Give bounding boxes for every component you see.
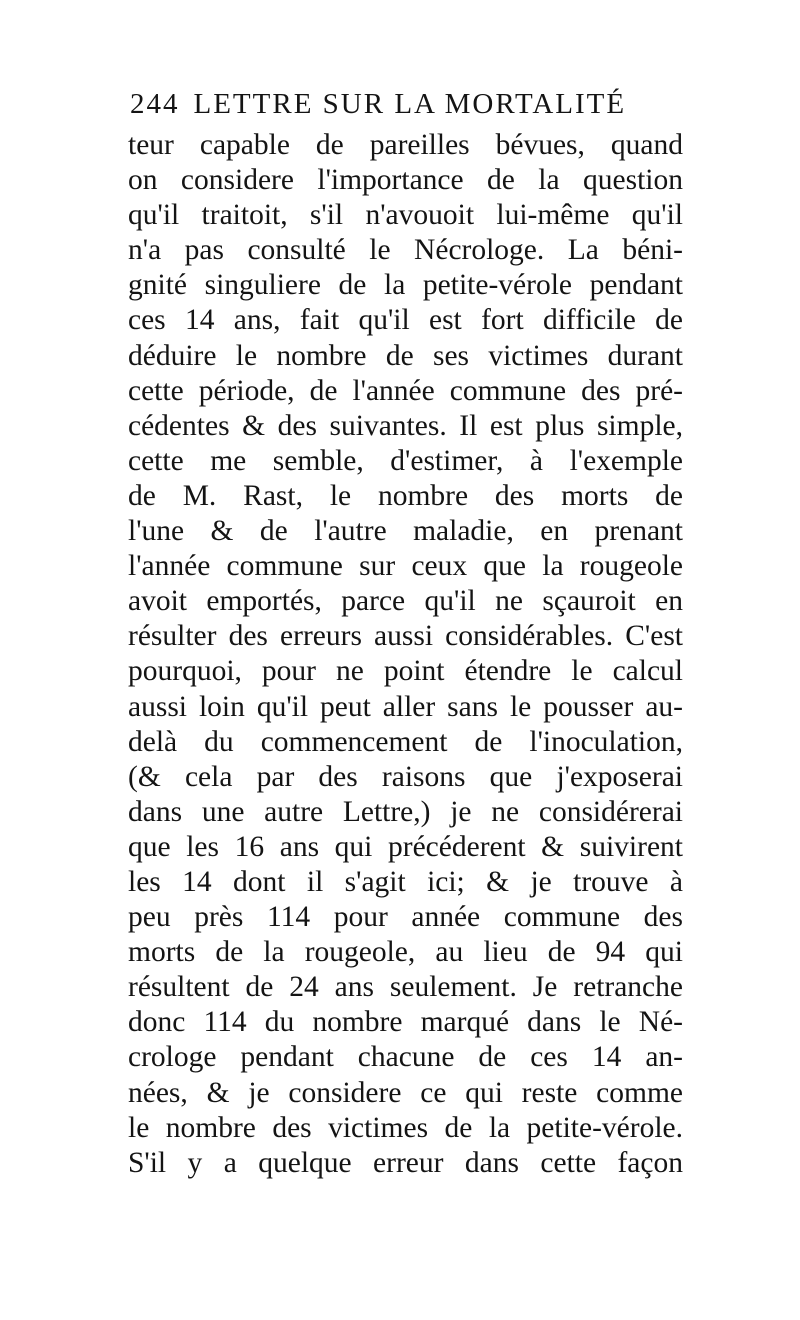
text-line: pourquoi, pour ne point étendre le calcul — [128, 655, 683, 688]
text-line: cette me semble, d'estimer, à l'exemple — [128, 444, 683, 477]
text-line: cette période, de l'année commune des pré- — [128, 374, 683, 407]
text-line: nées, & je considere ce qui reste comme — [128, 1076, 683, 1109]
text-line: avoit emportés, parce qu'il ne sçauroit en — [128, 585, 683, 618]
text-line: crologe pendant chacune de ces 14 an- — [128, 1041, 683, 1074]
text-line: de M. Rast, le nombre des morts de — [128, 479, 683, 512]
text-line: on considere l'importance de la question — [128, 164, 683, 197]
text-line: l'une & de l'autre maladie, en prenant — [128, 515, 683, 548]
text-line: cédentes & des suivantes. Il est plus simple, — [128, 409, 683, 442]
text-line: qu'il traitoit, s'il n'avouoit lui-même qu'il — [128, 199, 683, 232]
text-line: les 14 dont il s'agit ici; & je trouve à — [128, 865, 683, 898]
running-title: LETTRE SUR LA MORTALITÉ — [193, 88, 627, 120]
text-line: ces 14 ans, fait qu'il est fort difficile de — [128, 304, 683, 337]
page-number: 244 — [130, 88, 180, 120]
text-line: l'année commune sur ceux que la rougeole — [128, 550, 683, 583]
text-line: résulter des erreurs aussi considérables. C'est — [128, 620, 683, 653]
text-line: que les 16 ans qui précéderent & suivirent — [128, 830, 683, 863]
text-line: delà du commencement de l'inoculation, — [128, 725, 683, 758]
text-line: n'a pas consulté le Nécrologe. La béni- — [128, 234, 683, 267]
text-line: aussi loin qu'il peut aller sans le pousser au- — [128, 690, 683, 723]
page-header — [130, 84, 670, 124]
text-line: peu près 114 pour année commune des — [128, 901, 683, 934]
text-line: le nombre des victimes de la petite-vérole. — [128, 1111, 683, 1144]
text-line: (& cela par des raisons que j'exposerai — [128, 760, 683, 793]
body-text — [128, 128, 683, 1181]
text-line: morts de la rougeole, au lieu de 94 qui — [128, 936, 683, 969]
text-line: résultent de 24 ans seulement. Je retranche — [128, 971, 683, 1004]
text-line: donc 114 du nombre marqué dans le Né- — [128, 1006, 683, 1039]
text-line: gnité singuliere de la petite-vérole pendant — [128, 269, 683, 302]
text-line: S'il y a quelque erreur dans cette façon — [128, 1146, 683, 1179]
text-line: teur capable de pareilles bévues, quand — [128, 129, 683, 161]
text-line: déduire le nombre de ses victimes durant — [128, 339, 683, 372]
text-line: dans une autre Lettre,) je ne considérerai — [128, 795, 683, 828]
